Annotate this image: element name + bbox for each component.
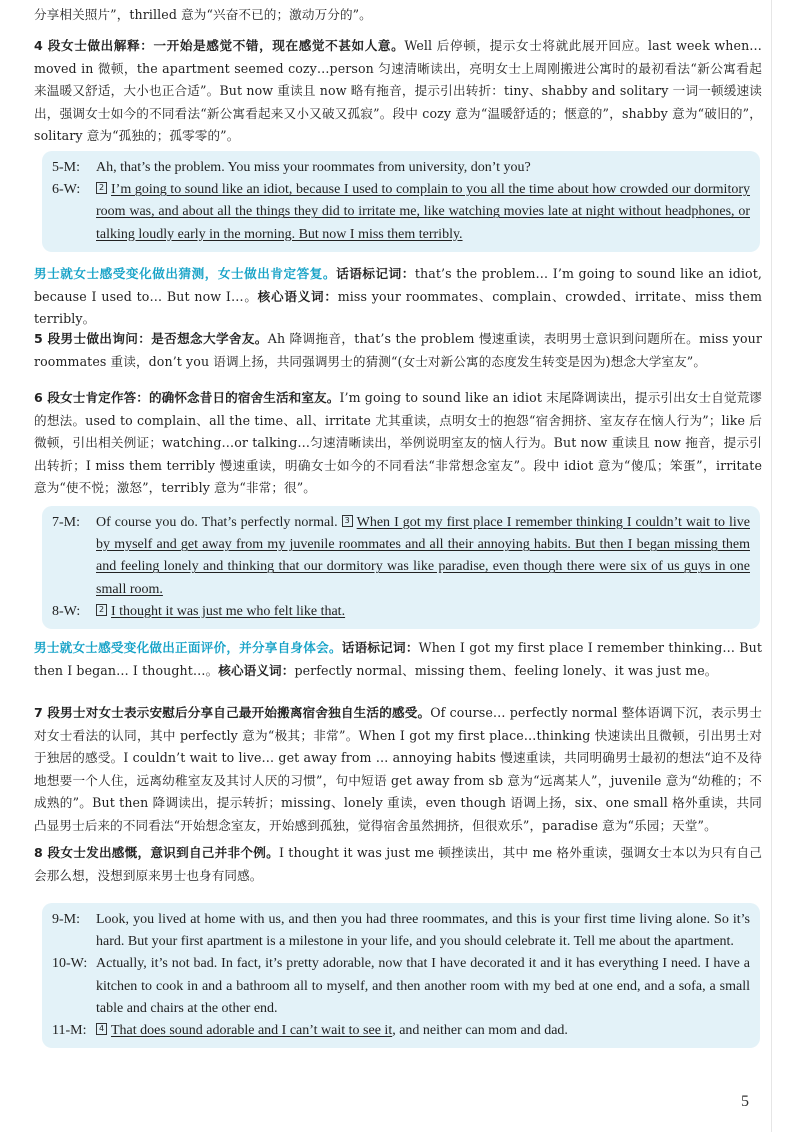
analysis-1 (34, 263, 762, 331)
paragraph-heading: 8 段女士发出感慨，意识到自己并非个例。 (34, 845, 279, 860)
underlined-key-sentence: When I got my first place I remember thinking I couldn’t wait to live by myself and get away from my juvenile roommates and all their annoying habits. But then I began missing them and feeling lonely and thinking that our dormitory was like paradise, even though there were six of us guys in one small room. (96, 515, 750, 597)
paragraph-text: Of course… perfectly normal 整体语调下沉，表示男士对女士看法的认同，其中 perfectly 意为“极其；非常”。When I got my first place…thinking 快速读出且微顿，引出男士对于独居的感受。I couldn’t wait to live… get away from … annoying habits 慢速重读，共同明确男士最初的想法“迫不及待地想要一个人住，远离幼稚室友及其讨人厌的习惯”，句中短语 get away from sb 意为“远离某人”，juvenile 意为“幼稚的；不成熟的”。But then 降调读出，提示转折；missing、lonely 重读，even though 语调上扬，six、one small 格外重读，共同凸显男士后来的不同看法“开始想念室友，开始感到孤独，觉得宿舍虽然拥挤，但很欢乐”，paradise 意为“乐园；天堂”。 (34, 705, 762, 833)
speaker-label: 11-M: (52, 1023, 87, 1039)
speaker-label: 6-W: (52, 182, 81, 198)
paragraph-heading: 5 段男士做出询问：是否想念大学舍友。 (34, 331, 268, 346)
underlined-key-sentence: That does sound adorable and I can’t wait to see it (111, 1023, 393, 1039)
underlined-key-sentence: I’m going to sound like an idiot, because I used to complain to you all the time about how crowded our dormitory room was, and about all the things they did to irritate me, like watching movies late at night without headphones, or talking loudly early in the morning. But now I miss them terribly. (96, 182, 750, 242)
speaker-label: 10-W: (52, 956, 88, 972)
core-words-text: perfectly normal、missing them、feeling lonely、it was just me。 (294, 662, 718, 678)
paragraph-4 (34, 35, 762, 148)
core-words-label: 核心语义词： (257, 288, 338, 304)
dialogue-line (52, 1020, 750, 1042)
discourse-marker-text: that’s the problem… I’m going to sound like an idiot, because I used to… But now I…。 (34, 266, 762, 304)
paragraph-heading: 7 段男士对女士表示安慰后分享自己最开始搬离宿舍独自生活的感受。 (34, 705, 431, 720)
paragraph-8 (34, 842, 762, 887)
dialogue-box-2 (42, 506, 760, 629)
analysis-heading: 男士就女士感受变化做出猜测，女士做出肯定答复。 (34, 266, 337, 281)
dialogue-line (52, 909, 750, 953)
paragraph-heading: 4 段女士做出解释：一开始是感觉不错，现在感觉不甚如人意。 (34, 38, 405, 53)
page-number: 5 (741, 1093, 749, 1110)
dialogue-line (52, 953, 750, 1020)
analysis-2 (34, 637, 762, 682)
dialogue-line (52, 601, 750, 623)
margin-rule (771, 0, 772, 1132)
discourse-marker-label: 话语标记词： (341, 640, 419, 655)
paragraph-5 (34, 328, 762, 373)
question-number-badge: 3 (342, 515, 353, 527)
speaker-label: 7-M: (52, 515, 80, 530)
dialogue-text: Actually, it’s not bad. In fact, it’s pretty adorable, now that I have decorated it and it has everything I need. I have a kitchen to cook in and a bathroom all to myself, and then another room with my bed at one end, and a sofa, a small table and chairs at the other end. (96, 956, 750, 1016)
dialogue-line (52, 179, 750, 246)
speaker-label: 9-M: (52, 912, 80, 927)
paragraph-text: Ah 降调拖音，that’s the problem 慢速重读，表明男士意识到问题所在。miss your roommates 重读，don’t you 语调上扬，共同强调男士的猜测“(女士对新公寓的态度发生转变是因为)想念大学室友”。 (34, 331, 762, 369)
speaker-label: 5-M: (52, 160, 80, 175)
discourse-marker-label: 话语标记词： (336, 266, 415, 281)
dialogue-line (52, 512, 750, 601)
paragraph-text: Well 后停顿，提示女士将就此展开回应。last week when…moved in 微顿，the apartment seemed cozy…person 匀速清晰读出，亮明女士上周刚搬进公寓时的最初看法“新公寓看起来温暖又舒适，大小也正合适”。But now 重读且 now 略有拖音，提示引出转折：tiny、shabby and solitary 一词一顿缓速读出，强调女士如今的不同看法“新公寓看起来又小又破又孤寂”。段中 cozy 意为“温暖舒适的；惬意的”，shabby 意为“破旧的”，solitary 意为“孤独的；孤零零的”。 (34, 38, 762, 144)
discourse-marker-text: When I got my first place I remember thinking… But then I began… I thought…。 (34, 640, 763, 678)
dialogue-box-3 (42, 903, 760, 1048)
dialogue-text: Look, you lived at home with us, and then you had three roommates, and this is your first time living alone. So it’s hard. But your first apartment is a milestone in your life, and you should celebrate it. Tell me about the apartment. (96, 912, 750, 950)
question-number-badge: 2 (96, 182, 107, 194)
core-words-text: miss your roommates、complain、crowded、irritate、miss them terribly。 (34, 288, 762, 327)
dialogue-box-1 (42, 151, 760, 252)
dialogue-text: , and neither can mom and dad. (392, 1023, 568, 1039)
question-number-badge: 4 (96, 1023, 107, 1035)
speaker-label: 8-W: (52, 603, 81, 619)
paragraph-6 (34, 387, 762, 500)
dialogue-text: Ah, that’s the problem. You miss your roommates from university, don’t you? (96, 160, 531, 175)
question-number-badge: 2 (96, 604, 107, 616)
underlined-key-sentence: I thought it was just me who felt like that. (111, 603, 346, 619)
paragraph-text: I thought it was just me 顿挫读出，其中 me 格外重读，强调女士本以为只有自己会那么想，没想到原来男士也身有同感。 (34, 845, 762, 883)
analysis-heading: 男士就女士感受变化做出正面评价，并分享自身体会。 (34, 640, 342, 655)
core-words-label: 核心语义词： (218, 662, 295, 678)
paragraph-text: 分享相关照片”，thrilled 意为“兴奋不已的；激动万分的”。 (34, 7, 372, 22)
paragraph-text: I’m going to sound like an idiot 末尾降调读出，提示引出女士自觉荒谬的想法。used to complain、all the time、all、irritate 尤其重读，点明女士的抱怨“宿舍拥挤、室友存在恼人行为”；like 后微顿，引出相关例证；watching…or talking…匀速清晰读出，举例说明室友的恼人行为。But now 重读且 now 拖音，提示引出转折；I miss them terribly 慢速重读，明确女士如今的不同看法“非常想念室友”。段中 idiot 意为“傻瓜；笨蛋”，irritate 意为“使不悦；激怒”，terribly 意为“非常；很”。 (34, 390, 762, 496)
paragraph-intro-tail (34, 4, 762, 27)
dialogue-text: Of course you do. That’s perfectly normal. (96, 515, 342, 530)
dialogue-line (52, 157, 750, 179)
paragraph-7 (34, 702, 762, 838)
paragraph-heading: 6 段女士肯定作答：的确怀念昔日的宿舍生活和室友。 (34, 390, 340, 405)
